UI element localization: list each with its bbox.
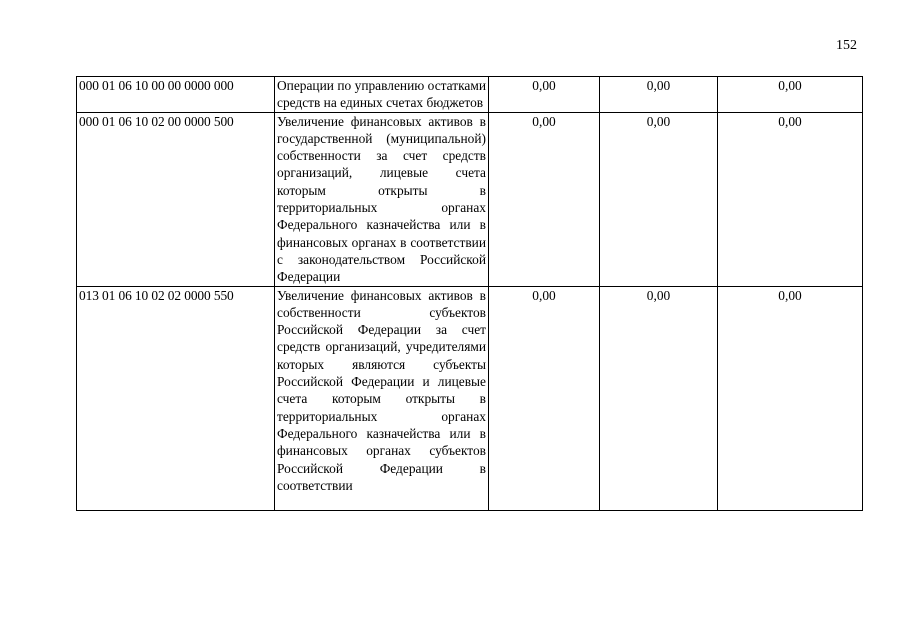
amount-cell: 0,00 [600,286,718,510]
description-cell: Увеличение финансовых активов в собственности субъектов Российской Федерации за счет средств организаций, учредителями которых являются субъекты Российской Федерации и лицевые счета которым открыты в территориальных органах Федерального казначейства или в финансовых органах субъектов Российской Федерации в соответствии [275,286,489,510]
amount-cell: 0,00 [489,77,600,113]
budget-sources-table [76,76,863,511]
amount-cell: 0,00 [600,77,718,113]
amount-cell: 0,00 [489,112,600,286]
description-cell: Увеличение финансовых активов в государственной (муниципальной) собственности за счет средств организаций, лицевые счета которым открыты в территориальных органах Федерального казначейства или в финансовых органах в соответствии с законодательством Российской Федерации [275,112,489,286]
budget-code-cell: 000 01 06 10 02 00 0000 500 [77,112,275,286]
amount-cell: 0,00 [718,77,863,113]
amount-cell: 0,00 [600,112,718,286]
budget-code-cell: 013 01 06 10 02 02 0000 550 [77,286,275,510]
table-row [77,286,863,510]
amount-cell: 0,00 [489,286,600,510]
budget-code-cell: 000 01 06 10 00 00 0000 000 [77,77,275,113]
description-cell: Операции по управлению остатками средств на единых счетах бюджетов [275,77,489,113]
table-row [77,112,863,286]
table-row [77,77,863,113]
amount-cell: 0,00 [718,286,863,510]
page-number: 152 [836,38,857,53]
amount-cell: 0,00 [718,112,863,286]
